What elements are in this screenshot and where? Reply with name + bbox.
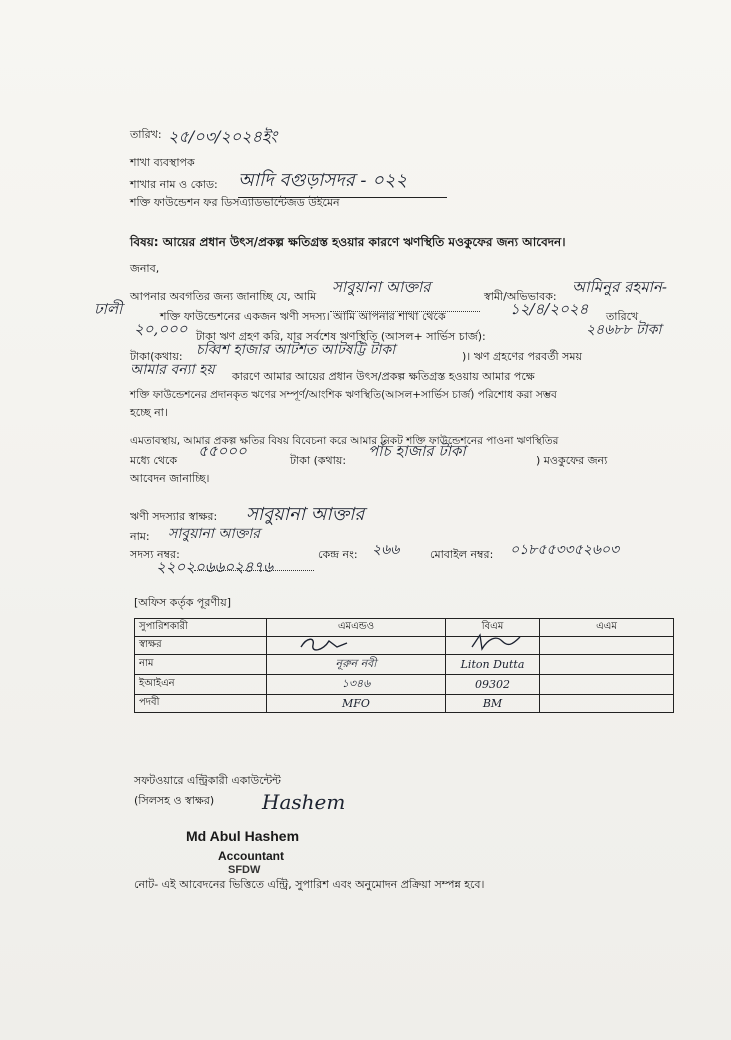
row-label: নাম <box>135 655 267 675</box>
p1-c: শক্তি ফাউন্ডেশনের একজন ঋণী সদস্য। আমি আপনার শাখা থেকে <box>160 310 446 323</box>
stamp-name: Md Abul Hashem <box>186 828 300 844</box>
table-header-row <box>135 619 674 637</box>
row-label: পদবী <box>135 695 267 713</box>
p2-c: টাকা (কথায়: <box>290 454 347 467</box>
date-value: ২৫/০৩/২০২৪ইং <box>168 127 278 146</box>
p1-i: শক্তি ফাউন্ডেশনের প্রদানকৃত ঋণের সম্পূর্ণ/আংশিক ঋণস্থিতি(আসল+সার্ভিস চার্জ) পরিশোধ করা সম্ভব <box>130 389 557 401</box>
table-row <box>135 637 674 655</box>
row-label: ইআইএন <box>135 675 267 695</box>
table-row <box>135 695 674 713</box>
p1-e: টাকা ঋণ গ্রহণ করি, যার সর্বশেষ ঋণস্থিতি (আসল+ সার্ভিস চার্জ): <box>196 330 486 343</box>
date-label: তারিখ: <box>130 128 162 141</box>
am-ein <box>540 675 674 695</box>
accountant-line2: (সিলসহ ও স্বাক্ষর) <box>134 794 215 807</box>
subject: বিষয়: আয়ের প্রধান উৎস/প্রকল্প ক্ষতিগ্রস্ত হওয়ার কারণে ঋণস্থিতি মওকুফের জন্য আবেদন। <box>130 235 566 249</box>
branch-manager-label: শাখা ব্যবস্থাপক <box>130 156 195 169</box>
org-name: শক্তি ফাউন্ডেশন ফর ডিসএ্যাডভান্টেজড উইমেন <box>130 196 340 209</box>
bm-name: Liton Dutta <box>446 655 540 675</box>
member-signature-hw: সাবুয়ানা আক্তার <box>246 504 365 525</box>
office-note: [অফিস কর্তৃক পূরণীয়] <box>134 596 231 609</box>
p2-b: মধ্যে থেকে <box>130 454 178 467</box>
header-bm: বিএম <box>446 619 540 637</box>
bm-designation: BM <box>446 695 540 713</box>
member-name-value: সাবুয়ানা আক্তার <box>168 526 260 542</box>
salutation: জনাব, <box>130 262 160 275</box>
p1-g: )। ঋণ গ্রহণের পরবর্তী সময় <box>462 350 582 363</box>
mobile-label: মোবাইল নম্বর: <box>430 548 494 561</box>
am-signature <box>540 637 674 655</box>
accountant-signature: Hashem <box>262 790 346 814</box>
am-name <box>540 655 674 675</box>
accountant-line1: সফটওয়ারে এন্ট্রিকারী একাউন্টেন্ট <box>134 774 281 787</box>
bm-signature-mark <box>466 631 526 651</box>
p1-d: তারিখে <box>606 310 639 323</box>
am-designation <box>540 695 674 713</box>
mo-designation: MFO <box>267 695 446 713</box>
p2-e: আবেদন জানাচ্ছি। <box>130 472 210 485</box>
p1-j: হচ্ছে না। <box>130 406 168 419</box>
guardian-hw: আমিনুর রহমান- <box>572 278 667 296</box>
balance-words-hw: চব্বিশ হাজার আটশত আটষট্টি টাকা <box>196 342 396 358</box>
bm-signature <box>446 637 540 655</box>
p2-a: এমতাবস্থায়, আমার প্রকল্প ক্ষতির বিষয় বিবেচনা করে আমার নিকট শক্তি ফাউন্ডেশনের পাওনা ঋণস্থিতির <box>130 435 559 447</box>
mo-ein: ১৩৪৬ <box>267 675 446 695</box>
center-label: কেন্দ্র নং: <box>318 548 358 561</box>
waive-words-hw: পাঁচ হাজার টাকা <box>368 442 466 460</box>
p1-f: টাকা(কথায়: <box>130 350 183 363</box>
member-signature-label: ঋণী সদস্যার স্বাক্ষর: <box>130 510 218 523</box>
header-recommender: সুপারিশকারী <box>135 619 267 637</box>
p1-a: আপনার অবগতির জন্য জানাচ্ছি যে, আমি <box>130 290 317 303</box>
waive-amount-hw: ৫৫০০০ <box>198 442 247 460</box>
member-no-label: সদস্য নম্বর: <box>130 548 180 561</box>
stamp-title: Accountant <box>218 849 284 863</box>
table-row <box>135 675 674 695</box>
branch-value: আদি বগুড়াসদর - ০২২ <box>238 166 447 198</box>
recommendation-table <box>134 618 674 713</box>
stamp-org: SFDW <box>228 864 261 876</box>
center-no-hw: ২৬৬ <box>372 542 400 558</box>
bm-ein: 09302 <box>446 675 540 695</box>
mobile-hw: ০১৮৫৫৩৩৫২৬০৩ <box>510 542 620 558</box>
balance-hw: ২৪৬৮৮ টাকা <box>586 322 662 338</box>
row-label: স্বাক্ষর <box>135 637 267 655</box>
p2-d: ) মওকুফের জন্য <box>536 454 608 467</box>
loan-amount-hw: ২০,০০০ <box>134 320 188 338</box>
mo-name: নূরুন নবী <box>267 655 446 675</box>
p1-b: স্বামী/অভিভাবক: <box>484 290 557 303</box>
table-row <box>135 655 674 675</box>
mo-signature-mark <box>297 635 357 653</box>
footer-note: নোট- এই আবেদনের ভিত্তিতে এন্ট্রি, সুপারিশ এবং অনুমোদন প্রক্রিয়া সম্পন্ন হবে। <box>134 878 485 891</box>
loan-date-hw: ১২/৪/২০২৪ <box>510 300 589 318</box>
reason-hw: আমার বন্যা হয় <box>130 362 215 378</box>
header-mo: এমএন্ডও <box>267 619 446 637</box>
guardian-hw-2: ঢালী <box>94 300 123 318</box>
mo-signature <box>267 637 446 655</box>
member-name-label: নাম: <box>130 530 150 543</box>
member-no-hw: ২২০২০৬৬০২৪৭৬ <box>156 558 274 576</box>
header-am: এএম <box>540 619 674 637</box>
p1-h: কারণে আমার আয়ের প্রধান উৎস/প্রকল্প ক্ষতিগ্রস্ত হওয়ায় আমার পক্ষে <box>232 370 535 383</box>
member-name-hw: সাবুয়ানা আক্তার <box>332 278 431 296</box>
branch-label: শাখার নাম ও কোড: <box>130 178 218 191</box>
